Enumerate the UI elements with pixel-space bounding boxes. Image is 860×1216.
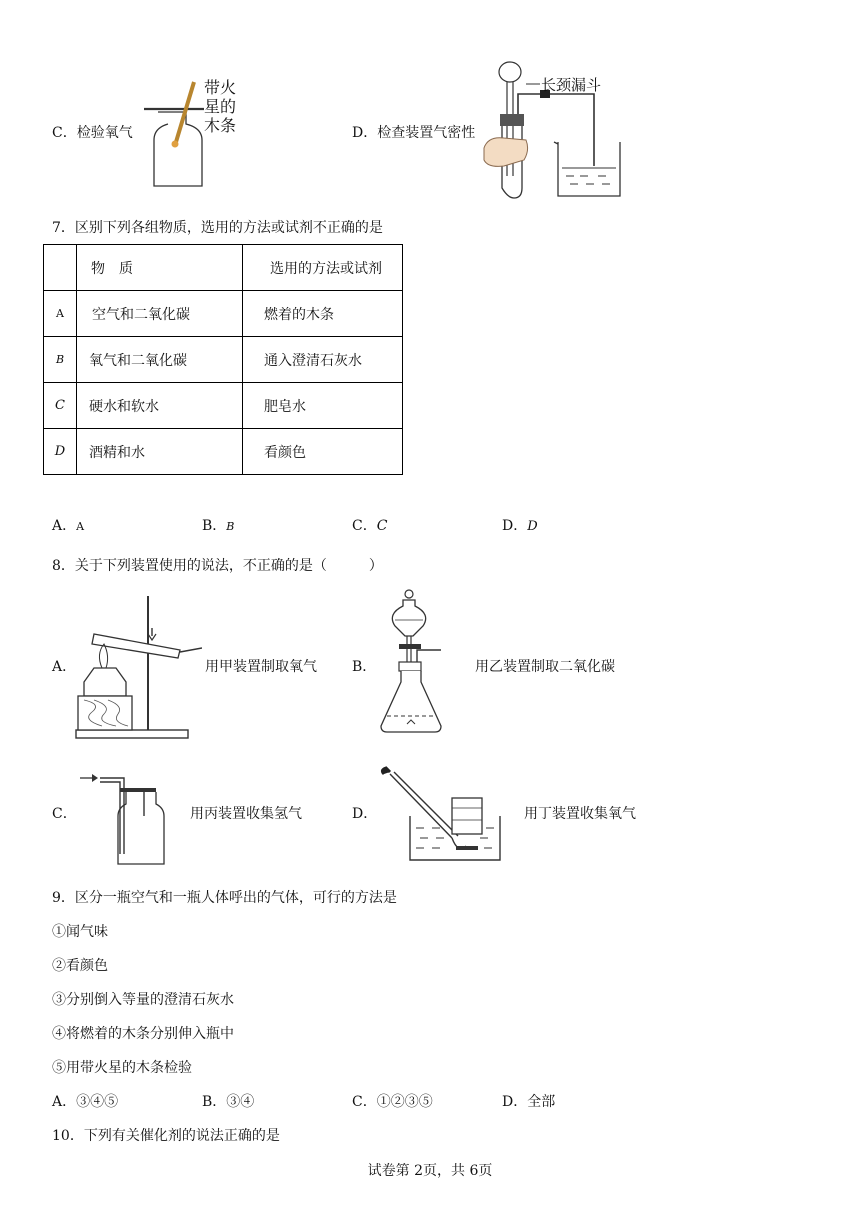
choice-value: B (226, 520, 235, 533)
row-key: A (44, 291, 77, 337)
apparatus-c-bottle (78, 768, 168, 866)
q8-option-d-prefix[interactable]: D． (352, 806, 378, 822)
row-key: D (44, 429, 77, 475)
conical-flask (381, 671, 441, 732)
q9-item: ①闻气味 (52, 924, 108, 940)
row-substance: 氧气和二氧化碳 (77, 337, 243, 383)
apparatus-d-trough (380, 766, 510, 866)
alcohol-lamp (84, 668, 126, 696)
q8-option-a-prefix[interactable]: A． (52, 659, 77, 675)
header-cell: 选用的方法或试剂 (243, 245, 403, 291)
row-substance: 酒精和水 (77, 429, 243, 475)
q10-stem: 10．下列有关催化剂的说法正确的是 (52, 1128, 280, 1144)
page-footer: 试卷第 2页，共 6页 (367, 1163, 493, 1179)
table-header-row (44, 245, 403, 291)
splint-spark (172, 141, 179, 148)
splint-label: 带火星的木条 (204, 78, 237, 135)
header-cell (44, 245, 77, 291)
q8-option-d-text: 用丁装置收集氧气 (524, 806, 636, 822)
q8-option-b-prefix[interactable]: B． (352, 659, 377, 675)
delivery-tube (518, 94, 594, 166)
q8-option-b-text: 用乙装置制取二氧化碳 (475, 659, 615, 675)
q9-choice-b[interactable]: B．③④ (202, 1094, 255, 1110)
apparatus-a-heating (72, 592, 202, 742)
gas-collecting-bottle (118, 792, 164, 864)
header-cell: 物 质 (77, 245, 243, 291)
q9-stem: 9．区分一瓶空气和一瓶人体呼出的气体，可行的方法是 (52, 890, 397, 906)
choice-prefix: D． (502, 518, 528, 534)
beaker (558, 142, 620, 196)
row-substance: 空气和二氧化碳 (77, 291, 243, 337)
q6-option-c: C．检验氧气 (52, 125, 133, 141)
q9-item: ⑤用带火星的木条检验 (52, 1060, 192, 1076)
row-method: 通入澄清石灰水 (243, 337, 403, 383)
q7-stem: 7．区别下列各组物质，选用的方法或试剂不正确的是 (52, 220, 383, 236)
choice-value: C (376, 518, 388, 534)
stopper (500, 114, 524, 126)
row-method: 肥皂水 (243, 383, 403, 429)
q9-choice-d[interactable]: D．全部 (502, 1094, 556, 1110)
funnel-label: 长颈漏斗 (541, 76, 602, 94)
q7-choice-b[interactable] (202, 515, 234, 535)
q7-table (43, 244, 403, 475)
q6-option-d: D．检查装置气密性 (352, 125, 476, 141)
choice-prefix: B． (202, 518, 227, 534)
table-row (44, 291, 403, 337)
row-key: C (44, 383, 77, 429)
choice-prefix: C． (352, 518, 377, 534)
choice-value: A (76, 520, 85, 533)
row-key: B (44, 337, 77, 383)
q9-item: ③分别倒入等量的澄清石灰水 (52, 992, 234, 1008)
q8-option-c-prefix[interactable]: C． (52, 806, 77, 822)
row-method: 看颜色 (243, 429, 403, 475)
row-method: 燃着的木条 (243, 291, 403, 337)
separatory-funnel (392, 600, 425, 636)
q7-choice-a[interactable] (52, 515, 84, 535)
gas-bottle (154, 112, 202, 186)
apparatus-b-flask (377, 588, 467, 738)
table-row (44, 337, 403, 383)
stand-base (76, 730, 188, 738)
row-substance: 硬水和软水 (77, 383, 243, 429)
q8-option-a-text: 用甲装置制取氧气 (205, 659, 317, 675)
q7-choice-c[interactable] (352, 515, 387, 535)
choice-prefix: A． (52, 518, 77, 534)
inverted-bottle (452, 798, 482, 834)
funnel-bulb (499, 62, 521, 82)
choice-value: D (527, 519, 538, 534)
q9-choice-c[interactable]: C．①②③⑤ (352, 1094, 433, 1110)
q7-choice-d[interactable] (502, 515, 538, 535)
q9-item: ②看颜色 (52, 958, 108, 974)
table-row (44, 383, 403, 429)
q9-choice-a[interactable]: A．③④⑤ (52, 1094, 119, 1110)
q8-option-c-text: 用丙装置收集氢气 (190, 806, 302, 822)
q9-item: ④将燃着的木条分别伸入瓶中 (52, 1026, 234, 1042)
hand (484, 138, 528, 167)
table-row (44, 429, 403, 475)
q8-stem: 8．关于下列装置使用的说法，不正确的是（ ） (52, 558, 383, 574)
